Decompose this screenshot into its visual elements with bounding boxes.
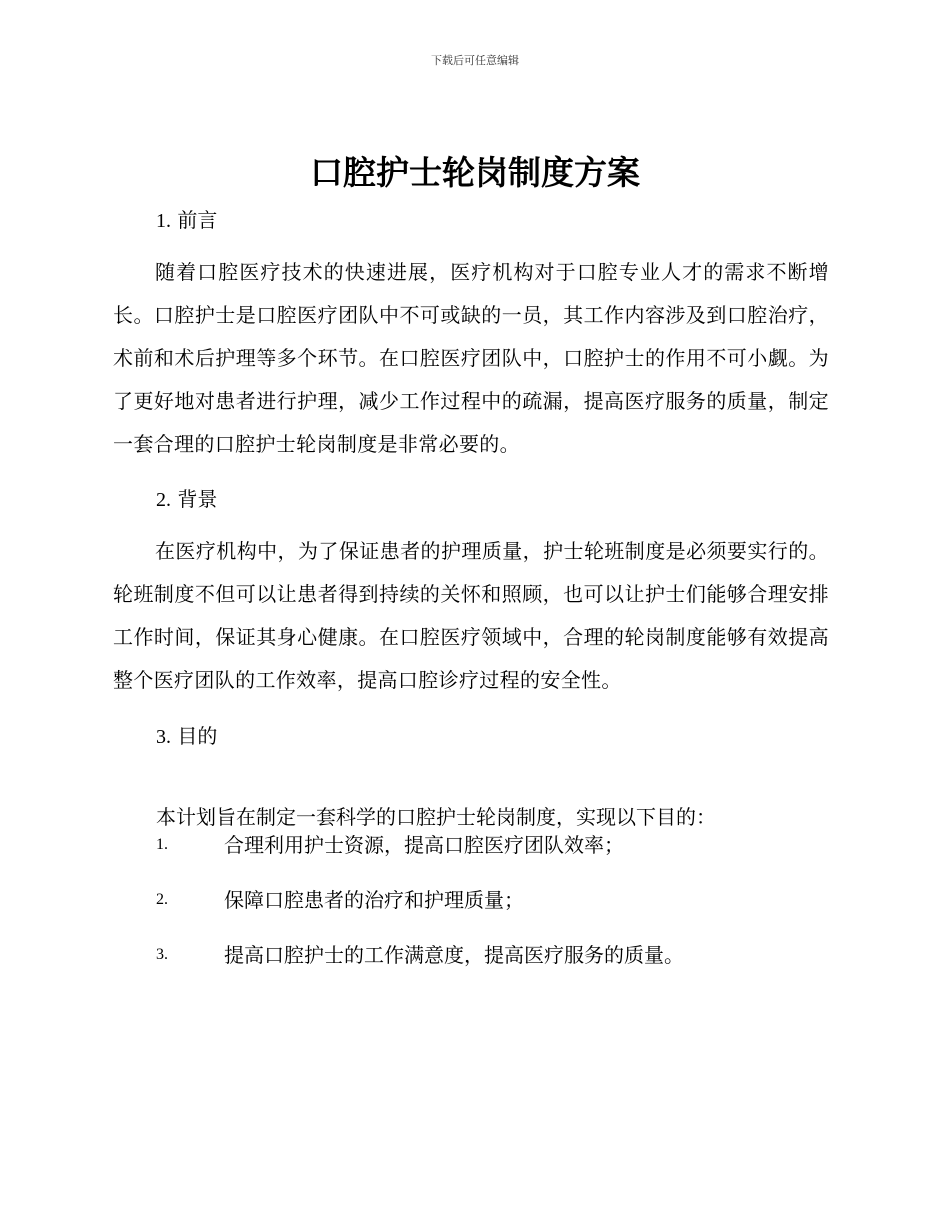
- section-heading-purpose: [156, 722, 217, 751]
- section-number: 1.: [156, 210, 171, 232]
- section-title: 前言: [177, 208, 218, 232]
- section-paragraph-background: 在医疗机构中，为了保证患者的护理质量，护士轮班制度是必须要实行的。轮班制度不但可以让患者得到持续的关怀和照顾，也可以让护士们能够合理安排工作时间，保证其身心健康。在口腔医疗领域中，合理的轮岗制度能够有效提高整个医疗团队的工作效率，提高口腔诊疗过程的安全性。: [113, 539, 829, 692]
- section-heading-preface: [156, 206, 217, 235]
- section-number: 2.: [156, 489, 171, 511]
- list-item-number: 3.: [156, 946, 168, 963]
- list-item-number: 2.: [156, 891, 168, 908]
- section-title: 背景: [177, 487, 218, 511]
- page-header-note: 下载后可任意编辑: [431, 54, 519, 67]
- section-title: 目的: [177, 724, 218, 748]
- purpose-intro: 本计划旨在制定一套科学的口腔护士轮岗制度，实现以下目的：: [156, 805, 716, 829]
- list-item-text: 提高口腔护士的工作满意度，提高医疗服务的质量。: [224, 943, 684, 967]
- list-item-text: 合理利用护士资源，提高口腔医疗团队效率；: [224, 833, 624, 857]
- document-title: 口腔护士轮岗制度方案: [310, 153, 640, 192]
- list-item-number: 1.: [156, 836, 168, 853]
- section-heading-background: [156, 485, 217, 514]
- list-item-text: 保障口腔患者的治疗和护理质量；: [224, 888, 524, 912]
- section-number: 3.: [156, 726, 171, 748]
- section-paragraph-preface: 随着口腔医疗技术的快速进展，医疗机构对于口腔专业人才的需求不断增长。口腔护士是口腔医疗团队中不可或缺的一员，其工作内容涉及到口腔治疗，术前和术后护理等多个环节。在口腔医疗团队中，口腔护士的作用不可小觑。为了更好地对患者进行护理，减少工作过程中的疏漏，提高医疗服务的质量，制定一套合理的口腔护士轮岗制度是非常必要的。: [113, 260, 829, 456]
